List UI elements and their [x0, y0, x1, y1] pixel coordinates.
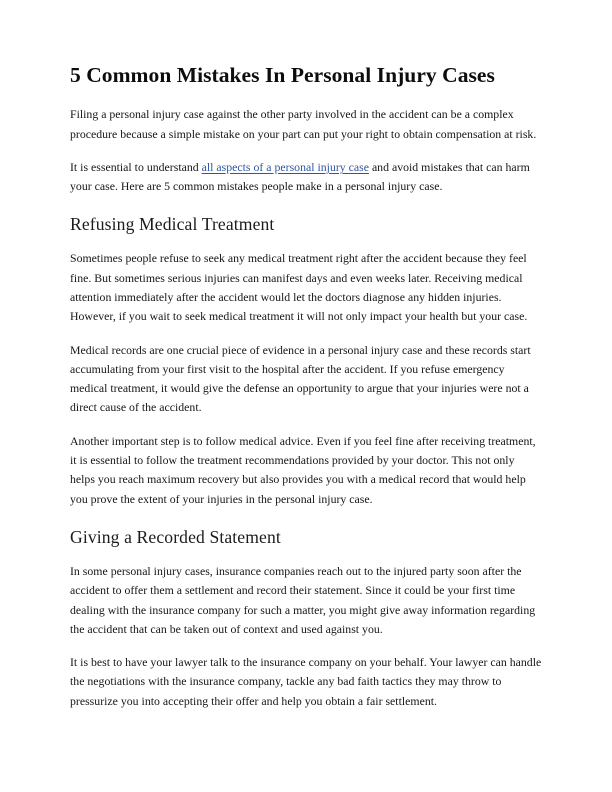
page-title: 5 Common Mistakes In Personal Injury Cases — [70, 63, 495, 87]
document-content — [70, 62, 542, 711]
section-1-paragraph-3: Another important step is to follow medical advice. Even if you feel fine after receiving treatment, it is essential to follow the treatment recommendations provided by your doctor. This not only helps you reach maximum recovery but also provides you with a medical record that would help you prove the extent of your injuries in the personal injury case. — [70, 433, 536, 506]
section-1-paragraph-2: Medical records are one crucial piece of evidence in a personal injury case and these records start accumulating from your first visit to the hospital after the accident. If you refuse emergency medical treatment, it would give the defense an opportunity to argue that your injuries were not a direct cause of the accident. — [70, 342, 531, 415]
personal-injury-case-link[interactable]: all aspects of a personal injury case — [201, 159, 369, 174]
intro-paragraph-2 — [70, 158, 542, 197]
section-heading-refusing-medical-treatment: Refusing Medical Treatment — [70, 214, 275, 235]
intro-paragraph-2-text-before-link: It is essential to understand — [70, 159, 202, 174]
section-1-paragraph-1: Sometimes people refuse to seek any medical treatment right after the accident because they feel fine. But sometimes serious injuries can manifest days and even weeks later. Receiving medical attention immediately after the accident would let the doctors diagnose any hidden injuries. However, if you wait to seek medical treatment it will not only impact your health but your case. — [70, 251, 528, 324]
intro-paragraph-1: Filing a personal injury case against the other party involved in the accident can be a complex procedure because a simple mistake on your part can put your right to obtain compensation at risk. — [70, 107, 537, 141]
section-heading-giving-a-recorded-statement: Giving a Recorded Statement — [70, 526, 281, 547]
section-2-paragraph-1: In some personal injury cases, insurance companies reach out to the injured party soon after the accident to offer them a settlement and record their statement. Since it could be your first time dealing with the insurance company for such a matter, you might give away information regarding the accident that can be taken out of context and used against you. — [70, 563, 536, 636]
section-2-paragraph-2: It is best to have your lawyer talk to the insurance company on your behalf. Your lawyer can handle the negotiations with the insurance company, tackle any bad faith tactics they may throw to pressurize you into accepting their offer and help you obtain a fair settlement. — [70, 655, 542, 708]
intro-paragraph-2-text-after-link: and avoid mistakes that can harm your case. Here are 5 common mistakes people make in a personal injury case. — [70, 159, 530, 194]
